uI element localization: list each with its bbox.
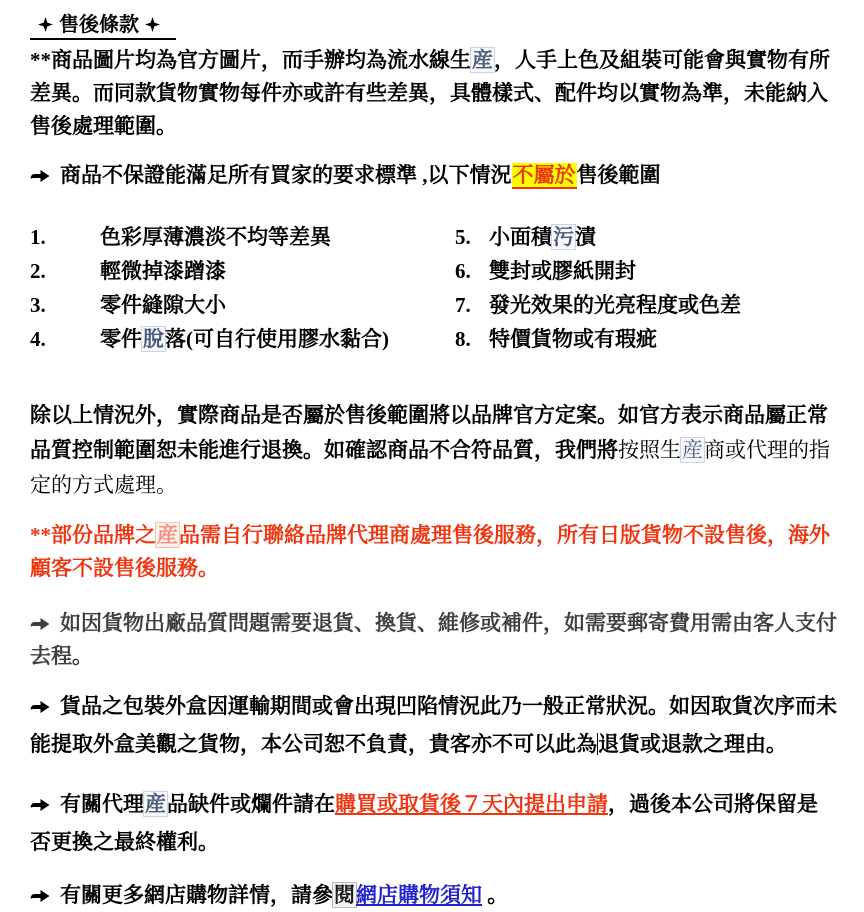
- brand-agent-notice: **部份品牌之産品需自行聯絡品牌代理商處理售後服務，所有日版貨物不設售後，海外顧客不設售後服務。: [30, 523, 830, 580]
- missing-parts-notice-text: 有關代理産品缺件或爛件請在購買或取貨後７天內提出申請，過後本公司將保留是否更換之最終權利。: [30, 792, 818, 854]
- packaging-dent-notice: [30, 687, 838, 763]
- right-arrow-icon: [30, 169, 51, 183]
- list-item-4: [30, 322, 455, 356]
- list-item-3: [30, 288, 455, 322]
- right-arrow-icon: [30, 889, 51, 903]
- list-number: 6.: [455, 259, 471, 283]
- list-row: [30, 220, 838, 254]
- page-title: [30, 8, 176, 40]
- list-item-text: 特價貨物或有瑕疵: [489, 327, 657, 351]
- right-arrow-icon: [30, 798, 51, 812]
- four-pointed-star-icon: [145, 17, 160, 32]
- list-number: 5.: [455, 225, 471, 249]
- store-shopping-guide-link[interactable]: 網店購物須知: [356, 883, 482, 907]
- right-arrow-icon: [30, 617, 51, 631]
- list-item-text: 輕微掉漆蹭漆: [100, 259, 226, 283]
- list-item-5: [455, 220, 838, 254]
- list-item-text: 零件脫落(可自行使用膠水黏合): [100, 327, 389, 351]
- list-item-1: [30, 220, 455, 254]
- list-row: [30, 322, 838, 356]
- official-decision-paragraph: 除以上情況外，實際商品是否屬於售後範圍將以品牌官方定案。如官方表示商品屬正常品質控制範圍恕未能進行退換。如確認商品不合符品質，我們將按照生産商或代理的指定的方式處理。: [30, 403, 830, 497]
- more-info-text: 有關更多網店購物詳情，請參閱: [60, 883, 355, 907]
- not-covered-intro: [30, 159, 838, 192]
- list-item-text: 雙封或膠紙開封: [489, 259, 636, 283]
- right-arrow-icon: [30, 700, 51, 714]
- not-covered-list: [30, 220, 838, 356]
- list-item-text: 零件縫隙大小: [100, 293, 226, 317]
- page-title-text: 售後條款: [59, 14, 139, 36]
- not-covered-intro-text: 商品不保證能滿足所有買家的要求標準 ,以下情況不屬於售後範圍: [60, 163, 661, 187]
- list-number: 8.: [455, 327, 471, 351]
- list-row: [30, 288, 838, 322]
- list-item-8: [455, 322, 838, 356]
- list-number: 7.: [455, 293, 471, 317]
- list-number: 4.: [30, 327, 46, 351]
- missing-parts-notice: [30, 785, 838, 861]
- more-info-line: [30, 879, 838, 912]
- list-item-7: [455, 288, 838, 322]
- list-item-2: [30, 254, 455, 288]
- more-info-text-after: 。: [482, 883, 509, 907]
- list-number: 2.: [30, 259, 46, 283]
- list-row: [30, 254, 838, 288]
- list-number: 3.: [30, 293, 46, 317]
- four-pointed-star-icon: [38, 17, 53, 32]
- packaging-dent-notice-text: 貨品之包裝外盒因運輸期間或會出現凹陷情況此乃一般正常狀況。如因取貨次序而未能提取外盒美觀之貨物，本公司恕不負責，貴客亦不可以此為退貨或退款之理由。: [30, 694, 837, 756]
- list-number: 1.: [30, 225, 46, 249]
- shipping-fee-notice: [30, 607, 838, 673]
- shipping-fee-notice-text: 如因貨物出廠品質問題需要退貨、換貨、維修或補件，如需要郵寄費用需由客人支付去程。: [30, 611, 837, 668]
- list-item-text: 發光效果的光亮程度或色差: [489, 293, 741, 317]
- product-image-disclaimer: **商品圖片均為官方圖片，而手辦均為流水線生産，人手上色及組裝可能會與實物有所差異。而同款貨物實物每件亦或許有些差異，具體樣式、配件均以實物為準，未能納入售後處理範圍。: [30, 48, 830, 138]
- list-item-text: 小面積污漬: [489, 225, 596, 249]
- list-item-text: 色彩厚薄濃淡不均等差異: [100, 225, 331, 249]
- list-item-6: [455, 254, 838, 288]
